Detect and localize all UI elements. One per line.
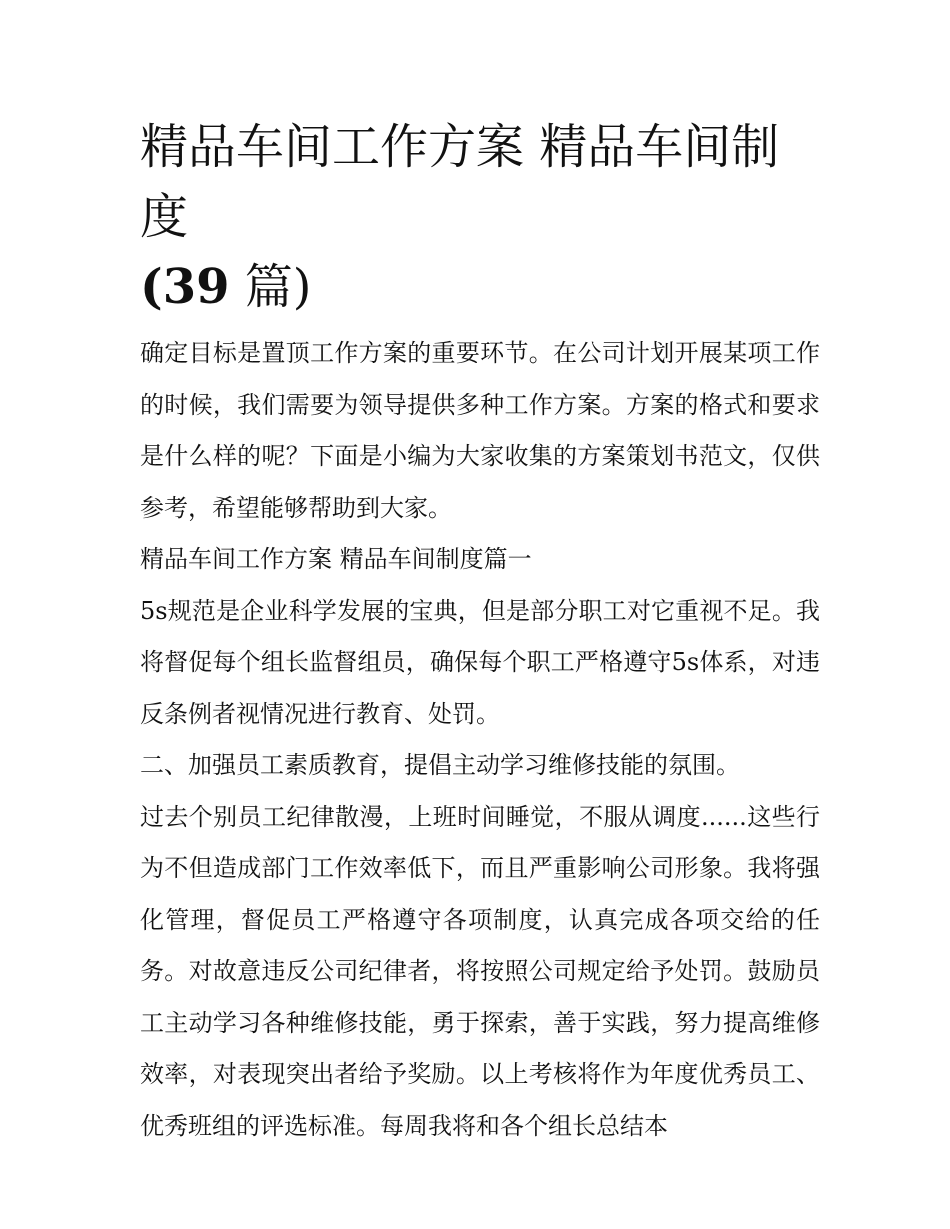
- title-suffix: 篇): [244, 259, 312, 315]
- document-body: [140, 112, 820, 1152]
- paragraph-5s: 5s规范是企业科学发展的宝典，但是部分职工对它重视不足。我将督促每个组长监督组员，确保每个职工严格遵守5s体系，对违反条例者视情况进行教育、处罚。: [140, 596, 820, 728]
- intro-paragraph: 确定目标是置顶工作方案的重要环节。在公司计划开展某项工作的时候，我们需要为领导提供多种工作方案。方案的格式和要求是什么样的呢？下面是小编为大家收集的方案策划书范文，仅供参考，希望能够帮助到大家。: [140, 339, 820, 522]
- section-heading: 精品车间工作方案 精品车间制度篇一: [140, 545, 532, 573]
- discipline-paragraph: 过去个别员工纪律散漫，上班时间睡觉，不服从调度......这些行为不但造成部门工作效率低下，而且严重影响公司形象。我将强化管理，督促员工严格遵守各项制度，认真完成各项交给的任务。对故意违反公司纪律者，将按照公司规定给予处罚。鼓励员工主动学习各种维修技能，勇于探索，善于实践，努力提高维修效率，对表现突出者给予奖励。以上考核将作为年度优秀员工、优秀班组的评选标准。每周我将和各个组长总结本: [140, 802, 820, 1140]
- title-count: (39: [140, 259, 230, 315]
- section-two-heading: 二、加强员工素质教育，提倡主动学习维修技能的氛围。: [140, 751, 740, 779]
- document-title: [140, 112, 820, 322]
- title-text: 精品车间工作方案 精品车间制度: [140, 119, 780, 245]
